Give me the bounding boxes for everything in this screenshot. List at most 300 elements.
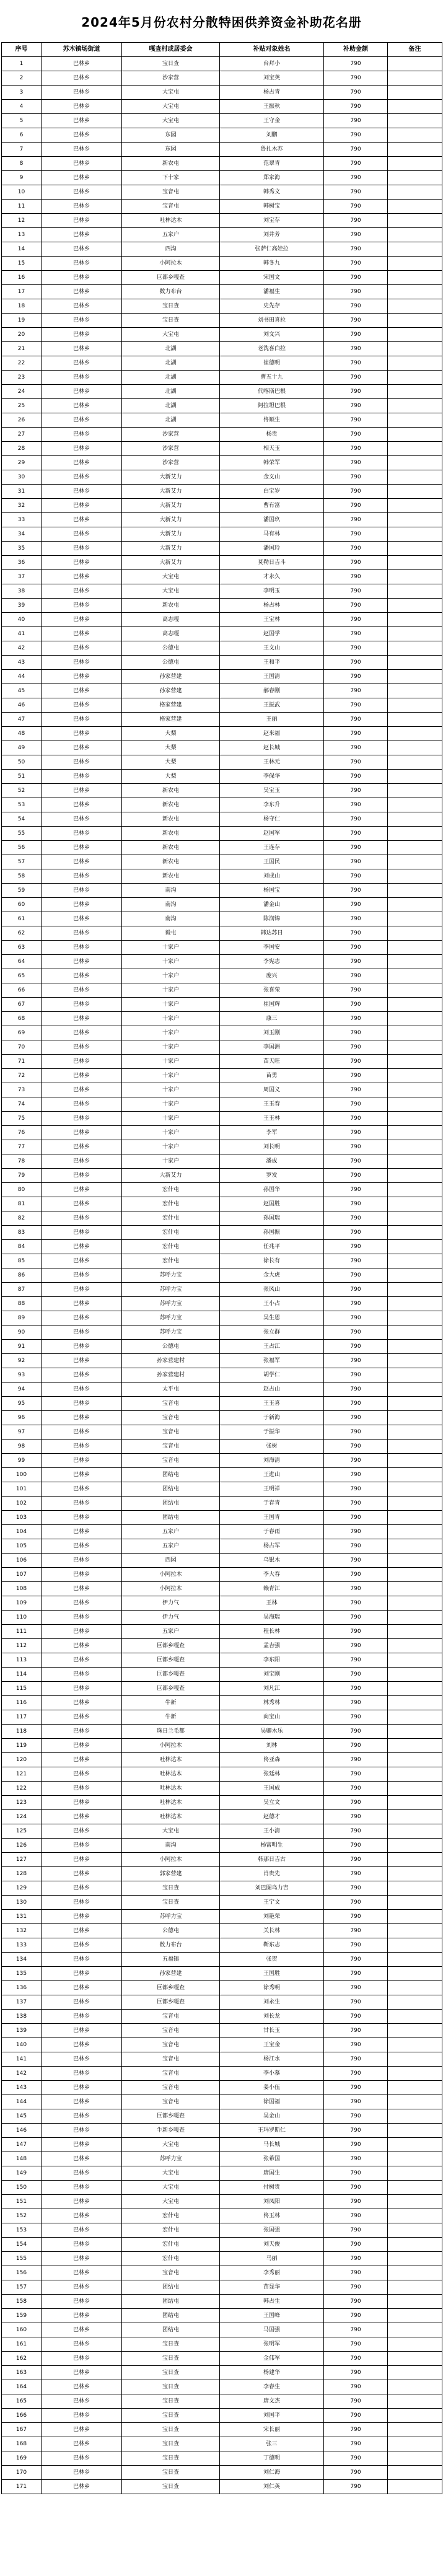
cell-amount: 790: [324, 1254, 388, 1268]
cell-index: 102: [2, 1497, 42, 1511]
cell-amount: 790: [324, 1325, 388, 1340]
cell-village: 十家户: [122, 1083, 220, 1097]
cell-village: 伊力气: [122, 1611, 220, 1625]
cell-index: 164: [2, 2380, 42, 2394]
table-row: [2, 570, 442, 584]
cell-index: 19: [2, 314, 42, 328]
cell-note: [388, 1069, 442, 1083]
table-row: [2, 1411, 442, 1425]
cell-amount: 790: [324, 1824, 388, 1839]
cell-index: 32: [2, 499, 42, 513]
table-row: [2, 855, 442, 869]
cell-name: 佟亚森: [220, 1753, 324, 1767]
cell-town: 巴林乡: [42, 627, 122, 641]
cell-amount: 790: [324, 1083, 388, 1097]
cell-index: 39: [2, 599, 42, 613]
cell-town: 巴林乡: [42, 1924, 122, 1938]
cell-town: 巴林乡: [42, 1796, 122, 1810]
cell-index: 3: [2, 86, 42, 100]
cell-name: 杨江水: [220, 2052, 324, 2067]
cell-name: 白宝岁: [220, 485, 324, 499]
table-row: [2, 356, 442, 371]
cell-name: 张风山: [220, 1283, 324, 1297]
cell-name: 向宝山: [220, 1710, 324, 1725]
cell-town: 巴林乡: [42, 1824, 122, 1839]
cell-amount: 790: [324, 784, 388, 798]
table-row: [2, 1183, 442, 1197]
cell-amount: 790: [324, 898, 388, 912]
cell-amount: 790: [324, 2394, 388, 2409]
cell-amount: 790: [324, 143, 388, 157]
cell-town: 巴林乡: [42, 2309, 122, 2323]
cell-index: 109: [2, 1596, 42, 1611]
table-row: [2, 898, 442, 912]
cell-index: 49: [2, 741, 42, 755]
table-row: [2, 1112, 442, 1126]
cell-amount: 790: [324, 513, 388, 527]
cell-village: 五福镇: [122, 1953, 220, 1967]
cell-village: 宝音屯: [122, 2052, 220, 2067]
cell-name: 宋长丽: [220, 2423, 324, 2437]
cell-name: 阿拉坦巴根: [220, 399, 324, 413]
cell-village: 宝音屯: [122, 2038, 220, 2052]
cell-note: [388, 71, 442, 86]
cell-note: [388, 1867, 442, 1881]
cell-village: 宝音屯: [122, 2266, 220, 2280]
cell-amount: 790: [324, 1782, 388, 1796]
cell-village: 十家户: [122, 983, 220, 998]
cell-amount: 790: [324, 371, 388, 385]
cell-amount: 790: [324, 228, 388, 242]
cell-amount: 790: [324, 314, 388, 328]
table-row: [2, 1140, 442, 1154]
cell-name: 潘成: [220, 1154, 324, 1169]
cell-note: [388, 428, 442, 442]
cell-village: 宝日查: [122, 2366, 220, 2380]
cell-index: 78: [2, 1154, 42, 1169]
cell-name: 李东升: [220, 798, 324, 812]
cell-town: 巴林乡: [42, 983, 122, 998]
table-row: [2, 2067, 442, 2081]
cell-amount: 790: [324, 969, 388, 983]
table-row: [2, 627, 442, 641]
cell-name: 李明玉: [220, 584, 324, 599]
cell-name: 范翠青: [220, 157, 324, 171]
cell-town: 巴林乡: [42, 1283, 122, 1297]
cell-town: 巴林乡: [42, 100, 122, 114]
cell-note: [388, 456, 442, 470]
cell-name: 刘宝英: [220, 71, 324, 86]
cell-amount: 790: [324, 2352, 388, 2366]
table-row: [2, 1653, 442, 1668]
cell-note: [388, 1454, 442, 1468]
table-row: [2, 2409, 442, 2423]
cell-amount: 790: [324, 670, 388, 684]
cell-amount: 790: [324, 1126, 388, 1140]
cell-name: 王文山: [220, 641, 324, 656]
cell-town: 巴林乡: [42, 1611, 122, 1625]
cell-index: 15: [2, 257, 42, 271]
cell-note: [388, 1668, 442, 1682]
cell-index: 120: [2, 1753, 42, 1767]
cell-name: 王丽: [220, 713, 324, 727]
cell-town: 巴林乡: [42, 2295, 122, 2309]
table-row: [2, 242, 442, 257]
cell-village: 十家户: [122, 1097, 220, 1112]
cell-index: 159: [2, 2309, 42, 2323]
table-row: [2, 812, 442, 827]
cell-note: [388, 285, 442, 299]
table-row: [2, 1154, 442, 1169]
cell-village: 宏什屯: [122, 1211, 220, 1226]
cell-name: 孙国华: [220, 1183, 324, 1197]
cell-index: 141: [2, 2052, 42, 2067]
table-row: [2, 2252, 442, 2266]
cell-name: 杨建华: [220, 2366, 324, 2380]
cell-amount: 790: [324, 2266, 388, 2280]
cell-village: 牛新乡嘎查: [122, 2124, 220, 2138]
cell-village: 宏什屯: [122, 1183, 220, 1197]
cell-index: 46: [2, 698, 42, 713]
cell-index: 148: [2, 2152, 42, 2166]
cell-name: 付树贵: [220, 2181, 324, 2195]
cell-name: 杨占军: [220, 1539, 324, 1554]
table-row: [2, 2352, 442, 2366]
cell-name: 赵来福: [220, 727, 324, 741]
cell-note: [388, 1796, 442, 1810]
cell-amount: 790: [324, 1839, 388, 1853]
table-row: [2, 1240, 442, 1254]
cell-name: 李国洲: [220, 1040, 324, 1055]
cell-amount: 790: [324, 1625, 388, 1639]
cell-note: [388, 1140, 442, 1154]
table-row: [2, 941, 442, 955]
cell-village: 十家户: [122, 1140, 220, 1154]
cell-village: 苏呼力宝: [122, 1268, 220, 1283]
table-row: [2, 185, 442, 200]
cell-amount: 790: [324, 2223, 388, 2238]
cell-index: 157: [2, 2280, 42, 2295]
cell-note: [388, 1097, 442, 1112]
cell-town: 巴林乡: [42, 385, 122, 399]
header-cell-amount: 补助金额: [324, 43, 388, 57]
table-row: [2, 1368, 442, 1383]
cell-amount: 790: [324, 1596, 388, 1611]
cell-index: 29: [2, 456, 42, 470]
cell-town: 巴林乡: [42, 641, 122, 656]
cell-index: 2: [2, 71, 42, 86]
cell-town: 巴林乡: [42, 1040, 122, 1055]
cell-note: [388, 627, 442, 641]
cell-note: [388, 413, 442, 428]
cell-index: 126: [2, 1839, 42, 1853]
cell-note: [388, 2337, 442, 2352]
cell-note: [388, 356, 442, 371]
table-row: [2, 271, 442, 285]
table-row: [2, 1739, 442, 1753]
cell-town: 巴林乡: [42, 1368, 122, 1383]
cell-name: 张国强: [220, 2223, 324, 2238]
cell-amount: 790: [324, 114, 388, 128]
header-row: [2, 43, 442, 57]
cell-town: 巴林乡: [42, 1938, 122, 1953]
cell-village: 沙家营: [122, 71, 220, 86]
cell-note: [388, 1625, 442, 1639]
cell-name: 苗显华: [220, 2280, 324, 2295]
cell-town: 巴林乡: [42, 485, 122, 499]
cell-amount: 790: [324, 1197, 388, 1211]
table-row: [2, 556, 442, 570]
cell-name: 王守金: [220, 114, 324, 128]
cell-index: 72: [2, 1069, 42, 1083]
cell-town: 巴林乡: [42, 1682, 122, 1696]
cell-village: 宝日查: [122, 2437, 220, 2451]
cell-name: 刘凤阳: [220, 2195, 324, 2209]
cell-town: 巴林乡: [42, 2280, 122, 2295]
table-row: [2, 912, 442, 926]
cell-town: 巴林乡: [42, 1411, 122, 1425]
cell-amount: 790: [324, 1268, 388, 1283]
cell-village: 格家营建: [122, 698, 220, 713]
table-row: [2, 2195, 442, 2209]
cell-note: [388, 86, 442, 100]
table-row: [2, 599, 442, 613]
cell-index: 44: [2, 670, 42, 684]
cell-town: 巴林乡: [42, 969, 122, 983]
cell-amount: 790: [324, 257, 388, 271]
table-row: [2, 1639, 442, 1653]
cell-name: 杨国宝: [220, 884, 324, 898]
cell-index: 47: [2, 713, 42, 727]
cell-note: [388, 328, 442, 342]
cell-note: [388, 1511, 442, 1525]
cell-amount: 790: [324, 2181, 388, 2195]
cell-note: [388, 171, 442, 185]
cell-note: [388, 499, 442, 513]
cell-amount: 790: [324, 2280, 388, 2295]
cell-index: 9: [2, 171, 42, 185]
cell-index: 125: [2, 1824, 42, 1839]
cell-amount: 790: [324, 1967, 388, 1981]
table-row: [2, 1525, 442, 1539]
cell-village: 吐林达木: [122, 1753, 220, 1767]
cell-town: 巴林乡: [42, 143, 122, 157]
cell-note: [388, 371, 442, 385]
cell-town: 巴林乡: [42, 2352, 122, 2366]
table-row: [2, 1696, 442, 1710]
cell-amount: 790: [324, 1853, 388, 1867]
cell-amount: 790: [324, 2052, 388, 2067]
header-cell-village: 嘎查村或居委会: [122, 43, 220, 57]
cell-note: [388, 2280, 442, 2295]
cell-note: [388, 1211, 442, 1226]
cell-amount: 790: [324, 2323, 388, 2337]
cell-village: 沙家营: [122, 442, 220, 456]
cell-town: 巴林乡: [42, 2067, 122, 2081]
cell-amount: 790: [324, 1682, 388, 1696]
cell-town: 巴林乡: [42, 2423, 122, 2437]
cell-name: 金义山: [220, 470, 324, 485]
cell-amount: 790: [324, 2437, 388, 2451]
table-row: [2, 413, 442, 428]
cell-amount: 790: [324, 1354, 388, 1368]
cell-name: 刘天俊: [220, 2238, 324, 2252]
cell-amount: 790: [324, 2081, 388, 2095]
cell-town: 巴林乡: [42, 2152, 122, 2166]
cell-village: 五家户: [122, 228, 220, 242]
table-row: [2, 171, 442, 185]
cell-note: [388, 1497, 442, 1511]
cell-index: 42: [2, 641, 42, 656]
cell-name: 刘林: [220, 1739, 324, 1753]
cell-town: 巴林乡: [42, 1981, 122, 1995]
cell-name: 潘国玖: [220, 513, 324, 527]
table-row: [2, 1710, 442, 1725]
cell-amount: 790: [324, 1154, 388, 1169]
cell-name: 唐国生: [220, 2166, 324, 2181]
cell-note: [388, 242, 442, 257]
cell-name: 王占江: [220, 1340, 324, 1354]
cell-index: 110: [2, 1611, 42, 1625]
cell-town: 巴林乡: [42, 2195, 122, 2209]
cell-name: 韩秀文: [220, 185, 324, 200]
cell-amount: 790: [324, 1169, 388, 1183]
cell-town: 巴林乡: [42, 1397, 122, 1411]
cell-village: 公德屯: [122, 641, 220, 656]
cell-index: 28: [2, 442, 42, 456]
cell-town: 巴林乡: [42, 1525, 122, 1539]
cell-note: [388, 1753, 442, 1767]
cell-amount: 790: [324, 1511, 388, 1525]
table-row: [2, 1853, 442, 1867]
cell-village: 苏呼力宝: [122, 2152, 220, 2166]
table-row: [2, 613, 442, 627]
cell-index: 66: [2, 983, 42, 998]
cell-note: [388, 1611, 442, 1625]
table-row: [2, 2266, 442, 2280]
cell-village: 苏呼力宝: [122, 1325, 220, 1340]
cell-village: 吐林达木: [122, 1782, 220, 1796]
cell-amount: 790: [324, 1568, 388, 1582]
cell-amount: 790: [324, 656, 388, 670]
cell-amount: 790: [324, 2109, 388, 2124]
cell-amount: 790: [324, 2337, 388, 2352]
cell-village: 十家户: [122, 1112, 220, 1126]
cell-village: 十家户: [122, 1040, 220, 1055]
cell-amount: 790: [324, 2423, 388, 2437]
cell-note: [388, 1782, 442, 1796]
cell-note: [388, 983, 442, 998]
cell-village: 公德屯: [122, 1340, 220, 1354]
table-row: [2, 2337, 442, 2352]
cell-name: 马国强: [220, 2323, 324, 2337]
cell-village: 大新艾力: [122, 527, 220, 542]
cell-village: 宝日查: [122, 1896, 220, 1910]
cell-name: 王国峰: [220, 2309, 324, 2323]
cell-amount: 790: [324, 1112, 388, 1126]
cell-index: 119: [2, 1739, 42, 1753]
table-row: [2, 1069, 442, 1083]
cell-index: 90: [2, 1325, 42, 1340]
table-row: [2, 1325, 442, 1340]
table-row: [2, 2010, 442, 2024]
cell-note: [388, 570, 442, 584]
cell-note: [388, 812, 442, 827]
cell-note: [388, 1311, 442, 1325]
cell-amount: 790: [324, 328, 388, 342]
table-row: [2, 1254, 442, 1268]
cell-amount: 790: [324, 456, 388, 470]
table-row: [2, 969, 442, 983]
cell-amount: 790: [324, 727, 388, 741]
cell-town: 巴林乡: [42, 185, 122, 200]
cell-town: 巴林乡: [42, 1226, 122, 1240]
cell-amount: 790: [324, 1810, 388, 1824]
cell-town: 巴林乡: [42, 2266, 122, 2280]
cell-index: 31: [2, 485, 42, 499]
table-row: [2, 1668, 442, 1682]
cell-town: 巴林乡: [42, 926, 122, 941]
cell-amount: 790: [324, 1910, 388, 1924]
cell-town: 巴林乡: [42, 1639, 122, 1653]
cell-name: 孟吉强: [220, 1639, 324, 1653]
cell-amount: 790: [324, 1454, 388, 1468]
table-row: [2, 527, 442, 542]
cell-town: 巴林乡: [42, 1725, 122, 1739]
cell-amount: 790: [324, 1297, 388, 1311]
cell-note: [388, 2209, 442, 2223]
cell-name: 张萨仁高娃拉: [220, 242, 324, 257]
cell-village: 巨都乡嘎查: [122, 1668, 220, 1682]
cell-index: 96: [2, 1411, 42, 1425]
cell-name: 刘艳荣: [220, 1910, 324, 1924]
cell-name: 杨富明生: [220, 1839, 324, 1853]
cell-village: 牛新: [122, 1710, 220, 1725]
cell-index: 38: [2, 584, 42, 599]
cell-note: [388, 1268, 442, 1283]
table-row: [2, 100, 442, 114]
cell-amount: 790: [324, 1340, 388, 1354]
cell-name: 孙国瑞: [220, 1211, 324, 1226]
cell-amount: 790: [324, 2166, 388, 2181]
cell-index: 50: [2, 755, 42, 770]
cell-name: 李保华: [220, 770, 324, 784]
table-row: [2, 2109, 442, 2124]
cell-index: 135: [2, 1967, 42, 1981]
table-row: [2, 2223, 442, 2238]
cell-town: 巴林乡: [42, 228, 122, 242]
table-row: [2, 670, 442, 684]
table-row: [2, 770, 442, 784]
cell-index: 22: [2, 356, 42, 371]
cell-index: 113: [2, 1653, 42, 1668]
cell-town: 巴林乡: [42, 2109, 122, 2124]
cell-index: 4: [2, 100, 42, 114]
cell-town: 巴林乡: [42, 812, 122, 827]
cell-note: [388, 1254, 442, 1268]
table-row: [2, 1440, 442, 1454]
cell-village: 宝日查: [122, 2337, 220, 2352]
cell-note: [388, 1055, 442, 1069]
cell-town: 巴林乡: [42, 2337, 122, 2352]
cell-village: 新农屯: [122, 869, 220, 884]
cell-village: 巨都乡嘎查: [122, 1682, 220, 1696]
cell-name: 赵国军: [220, 827, 324, 841]
cell-name: 王林: [220, 1596, 324, 1611]
cell-village: 南沟: [122, 912, 220, 926]
cell-note: [388, 271, 442, 285]
cell-index: 26: [2, 413, 42, 428]
